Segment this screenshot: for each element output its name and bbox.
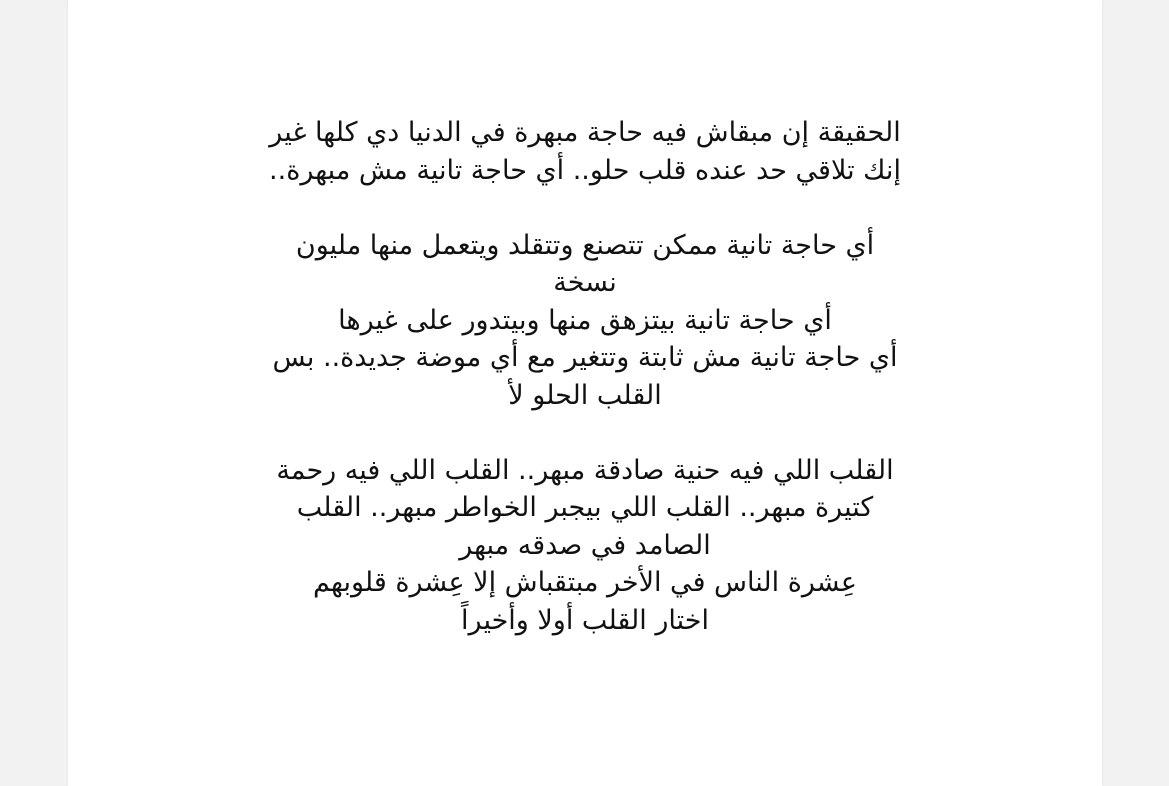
text-line: عِشرة الناس في الأخر مبتقباش إلا عِشرة قلوبهم xyxy=(313,567,857,598)
text-line: القلب الحلو لأ xyxy=(508,379,662,411)
text-line: الصامد في صدقه مبهر xyxy=(459,529,711,561)
document-body xyxy=(68,114,1102,639)
text-line: أي حاجة تانية مش ثابتة وتتغير مع أي موضة جديدة.. بس xyxy=(272,342,898,373)
text-line: القلب اللي فيه حنية صادقة مبهر.. القلب اللي فيه رحمة xyxy=(276,454,894,486)
paragraph-3 xyxy=(68,452,1102,640)
paragraph-spacer xyxy=(68,189,1102,227)
text-line: أي حاجة تانية ممكن تتصنع وتتقلد ويتعمل منها مليون xyxy=(295,229,875,261)
paragraph-1 xyxy=(68,114,1102,189)
paragraph-spacer xyxy=(68,414,1102,452)
document-page xyxy=(68,0,1102,786)
text-line: كتيرة مبهر.. القلب اللي بيجبر الخواطر مبهر.. القلب xyxy=(296,492,874,523)
paragraph-2 xyxy=(68,227,1102,415)
text-line: أي حاجة تانية بيتزهق منها وبيتدور على غيرها xyxy=(338,304,832,336)
text-line: إنك تلاقي حد عنده قلب حلو.. أي حاجة تانية مش مبهرة.. xyxy=(269,154,901,186)
text-line: اختار القلب أولا وأخيراً xyxy=(461,604,709,636)
text-line: الحقيقة إن مبقاش فيه حاجة مبهرة في الدنيا دي كلها غير xyxy=(269,117,901,148)
text-line: نسخة xyxy=(553,267,617,298)
